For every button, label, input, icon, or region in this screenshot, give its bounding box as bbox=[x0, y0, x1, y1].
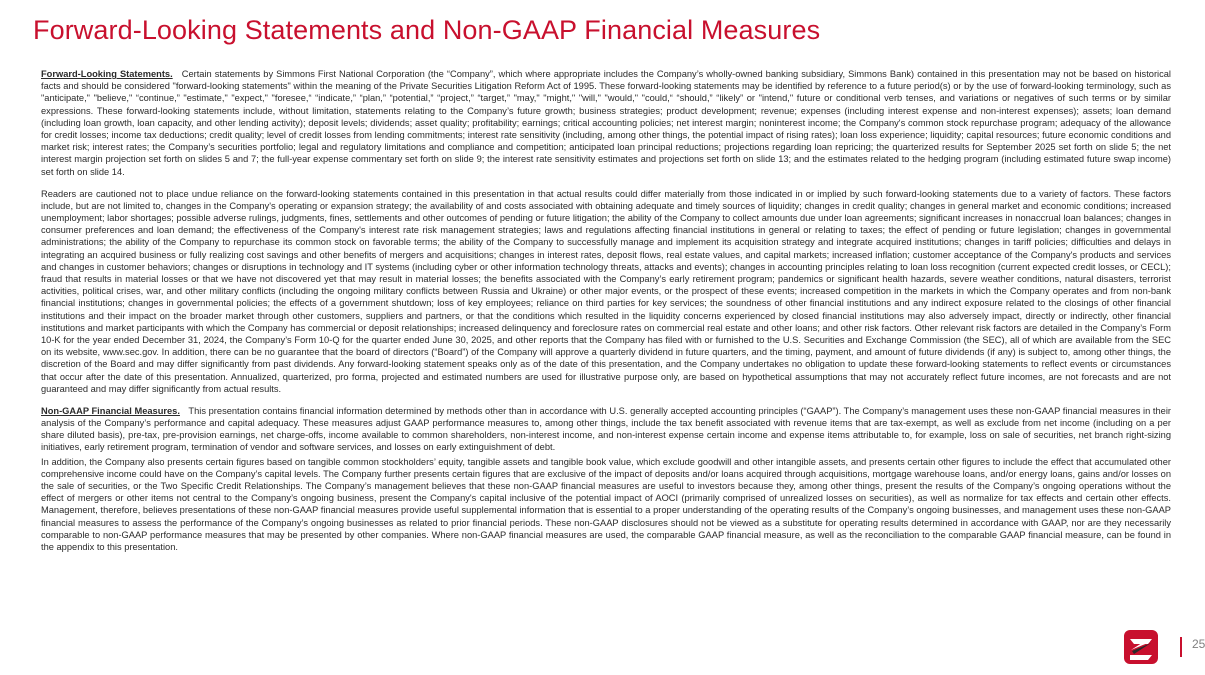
non-gaap-heading: Non-GAAP Financial Measures. bbox=[41, 405, 180, 416]
page-title: Forward-Looking Statements and Non-GAAP Financial Measures bbox=[33, 15, 821, 45]
forward-looking-heading: Forward-Looking Statements. bbox=[41, 69, 173, 79]
simmons-bank-logo-icon bbox=[1124, 630, 1158, 664]
forward-looking-text-1: Certain statements by Simmons First National Corporation (the “Company”, which where appropriate includes the Company’s wholly-owned banking subsidiary, Simmons Bank) contained in this presentation may not be based on historical facts and should be considered "forward-looking statements" within the meaning of the Private Securities Litigation Reform Act of 1995. These forward-looking statements may be identified by reference to a future period(s) or by the use of forward-looking terminology, such as "anticipate," "believe," “continue,” "estimate," "expect," "foresee,“ “indicate,” “plan,” “potential,” “project,” “target,” "may," "might," "will," "would," "could,“ “should,” “likely” or "intend," future or conditional verb tenses, and variations or negatives of such terms or by similar expressions. These forward-looking statements include, without limitation, statements relating to the Company’s future growth; business strategies; product development; revenue; expenses (including interest expense and non-interest expenses); assets; loan demand (including loan growth, loan capacity, and other lending activity); deposit levels; dividends; asset quality; profitability; earnings; critical accounting policies; net interest margin; noninterest income; the Company's common stock repurchase program; adequacy of the allowance for credit losses; income tax deductions; credit quality; level of credit losses from lending commitments; interest rate sensitivity (including, among other things, the potential impact of rising rates); loan loss experience; liquidity; capital resources; future economic conditions and market risk; interest rates; the Company’s securities portfolio; legal and regulatory limitations and compliance and competition; anticipated loan principal reductions; projections regarding loan repricing; the quarterized results for September 2025 set forth on slide 5; the net interest margin projection set forth on slides 5 and 7; the full-year expense commentary set forth on slide 9; the interest rate sensitivity estimates and projections set forth on slide 13; and the estimates related to the hedging program (including estimated future swap income) set forth on slide 14. bbox=[41, 69, 1172, 177]
forward-looking-paragraph-1 bbox=[41, 68, 1171, 178]
disclaimer-body bbox=[41, 68, 1171, 553]
non-gaap-paragraph-1 bbox=[41, 405, 1171, 454]
footer-divider bbox=[1180, 637, 1182, 657]
non-gaap-text-1: This presentation contains financial information determined by methods other than in accordance with U.S. generally accepted accounting principles (“GAAP”). The Company’s management uses these non-GAAP financial measures in their analysis of the Company’s performance and capital adequacy. These measures adjust GAAP performance measures to, among other things, include the tax benefit associated with revenue items that are tax-exempt, as well as exclude from net income (including on a per share diluted basis), pre-tax, pre-provision earnings, net charge-offs, income available to common shareholders, non-interest income, and non-interest expense certain income and expense items attributable to, for example, loss on sale of securities, net branch right-sizing initiatives, early retirement program, termination of vendor and software services, and losses on early extinguishment of debt. bbox=[41, 405, 1171, 453]
page-number: 25 bbox=[1192, 637, 1205, 651]
non-gaap-paragraph-2: In addition, the Company also presents certain figures based on tangible common stockholders’ equity, tangible assets and tangible book value, which exclude goodwill and other intangible assets, and presents certain other figures to include the effect that accumulated other comprehensive income could have on the Company’s capital levels. The Company further presents certain figures that are exclusive of the impact of deposits and/or loans acquired through acquisitions, mortgage warehouse loans, and/or energy loans, gains and/or losses on the sale of securities, or the Two Specific Credit Relationships. The Company’s management believes that these non-GAAP financial measures are useful to investors because they, among other things, present the results of the Company’s ongoing operations without the effect of mergers or other items not central to the Company’s ongoing business, present the Company's capital inclusive of the potential impact of AOCI (primarily comprised of unrealized losses on securities), as well as normalize for tax effects and certain other effects. Management, therefore, believes presentations of these non-GAAP financial measures provide useful supplemental information that is essential to a proper understanding of the operating results of the Company’s ongoing businesses, and management uses these non-GAAP financial measures to assess the performance of the Company’s ongoing businesses as related to prior financial periods. These non-GAAP disclosures should not be viewed as a substitute for operating results determined in accordance with GAAP, nor are they necessarily comparable to non-GAAP performance measures that may be presented by other companies. Where non-GAAP financial measures are used, the comparable GAAP financial measure, as well as the reconciliation to the comparable GAAP financial measure, can be found in the appendix to this presentation. bbox=[41, 456, 1171, 552]
forward-looking-paragraph-2: Readers are cautioned not to place undue reliance on the forward-looking statements contained in this presentation in that actual results could differ materially from those indicated in or implied by such forward-looking statements due to a variety of factors. These factors include, but are not limited to, changes in the Company's operating or expansion strategy; the availability of and costs associated with obtaining adequate and timely sources of liquidity; changes in credit quality; changes in general market and economic conditions; increased unemployment; labor shortages; possible adverse rulings, judgments, fines, settlements and other outcomes of pending or future litigation; the ability of the Company to collect amounts due under loan agreements; significant increases in nonaccrual loan balances; changes in consumer preferences and loan demand; the effectiveness of the Company's interest rate risk management strategies; laws and regulations affecting financial institutions in general or relating to taxes; the effect of pending or future legislation; changes in governmental administrations; the ability of the Company to repurchase its common stock on favorable terms; the ability of the Company to successfully manage and implement its acquisition strategy and integrate acquired institutions; changes in tariff policies; difficulties and delays in integrating an acquired business or fully realizing cost savings and other benefits of mergers and acquisitions; changes in interest rates, deposit flows, real estate values, and capital markets; increased inflation; customer acceptance of the Company's products and services and changes in customer behaviors; changes or disruptions in technology and IT systems (including cyber or other information technology threats, attacks and events); changes in accounting principles relating to loan loss recognition (current expected credit losses, or CECL); fraud that results in material losses or that we have not discovered yet that may result in material losses; the benefits associated with the Company’s early retirement program; pandemics or significant health hazards, severe weather conditions, natural disasters, terrorist activities, political crises, war, and other military conflicts (including the ongoing military conflicts between Russia and Ukraine) or other major events, or the prospect of these events; increased competition in the markets in which the Company operates and from non-bank financial institutions; changes in governmental policies; the effects of a government shutdown; loss of key employees; reliance on third parties for key services; the soundness of other financial institutions and any indirect exposure related to the closings of other financial institutions and their impact on the broader market through other customers, suppliers and partners, or that the conditions which resulted in the liquidity concerns experienced by closed financial institutions may also adversely impact, directly or indirectly, other financial institutions and market participants with which the Company has commercial or deposit relationships; increased delinquency and foreclosure rates on commercial real estate and other loans; and other risk factors. Other relevant risk factors are detailed in the Company’s Form 10-K for the year ended December 31, 2024, the Company’s Form 10-Q for the quarter ended June 30, 2025, and other reports that the Company has filed with or furnished to the U.S. Securities and Exchange Commission (the SEC), all of which are available from the SEC on its website, www.sec.gov. In addition, there can be no guarantee that the board of directors (“Board”) of the Company will approve a quarterly dividend in future quarters, and the timing, payment, and amount of future dividends (if any) is subject to, among other things, the discretion of the Board and may differ significantly from past dividends. Any forward-looking statement speaks only as of the date of this presentation, and the Company undertakes no obligation to update these forward-looking statements to reflect events or circumstances that occur after the date of this presentation. Annualized, quarterized, pro forma, projected and estimated numbers are used for illustrative purpose only, are based on hypothetical assumptions that may not accurately reflect future incomes, are not forecasts and are not guaranteed and may differ significantly from actual results. bbox=[41, 188, 1171, 394]
